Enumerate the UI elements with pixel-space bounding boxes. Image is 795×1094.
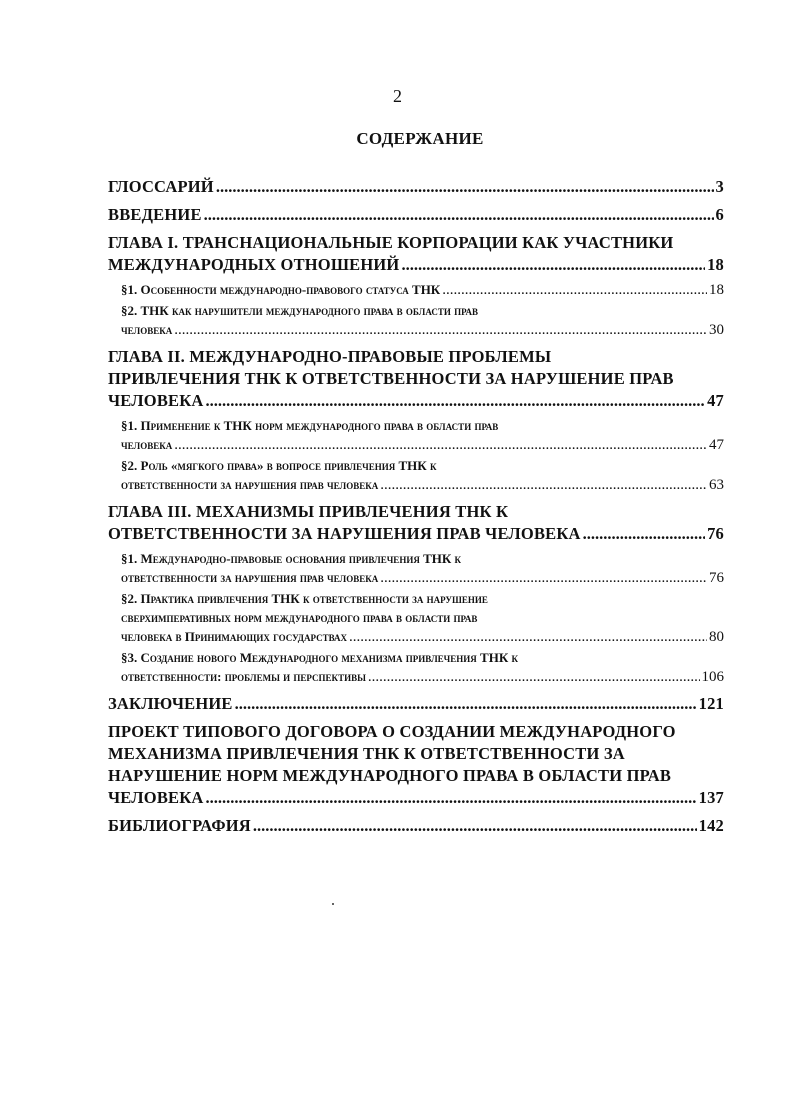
page-title: СОДЕРЖАНИЕ bbox=[356, 129, 484, 148]
toc-entry-title-line: НАРУШЕНИЕ НОРМ МЕЖДУНАРОДНОГО ПРАВА В ОБЛАСТИ ПРАВ bbox=[108, 766, 672, 785]
toc-page-number: 121 bbox=[698, 694, 724, 713]
toc-page-number: 76 bbox=[707, 524, 724, 543]
toc-page-number: 76 bbox=[709, 570, 724, 586]
toc-page-number: 63 bbox=[709, 477, 724, 493]
toc-entry-title: человека bbox=[121, 437, 173, 452]
toc-entry-section-1-2[interactable] bbox=[108, 301, 724, 340]
toc-entry-title: человека в Принимающих государствах bbox=[121, 629, 348, 644]
toc-entry-title: ЧЕЛОВЕКА bbox=[108, 788, 204, 807]
page-number: 2 bbox=[393, 86, 402, 106]
scan-speck bbox=[332, 903, 334, 905]
toc-page-number: 106 bbox=[701, 669, 724, 685]
toc-entry-section-3-1[interactable] bbox=[108, 549, 724, 588]
toc-entry-title: ВВЕДЕНИЕ bbox=[108, 205, 202, 224]
toc-page-number: 47 bbox=[707, 391, 724, 410]
dot-leader bbox=[206, 787, 697, 809]
toc-page-number: 30 bbox=[709, 322, 724, 338]
dot-leader bbox=[174, 436, 707, 455]
toc-entry-title: ответственности за нарушения прав человека bbox=[121, 570, 379, 585]
toc-entry-title-line: §2. ТНК как нарушители международного права в области прав bbox=[121, 303, 478, 318]
toc-entry-title-line: ГЛАВА I. ТРАНСНАЦИОНАЛЬНЫЕ КОРПОРАЦИИ КАК УЧАСТНИКИ bbox=[108, 233, 674, 252]
table-of-contents bbox=[108, 176, 724, 843]
dot-leader bbox=[235, 693, 697, 715]
toc-entry-title: БИБЛИОГРАФИЯ bbox=[108, 816, 251, 835]
toc-entry-title: человека bbox=[121, 322, 173, 337]
dot-leader bbox=[206, 390, 706, 412]
toc-entry-title: ответственности за нарушения прав человека bbox=[121, 477, 379, 492]
toc-entry-title-line: §2. Практика привлечения ТНК к ответственности за нарушение bbox=[121, 591, 488, 606]
toc-page-number: 47 bbox=[709, 437, 724, 453]
toc-entry-draft-treaty[interactable] bbox=[108, 721, 724, 809]
toc-entry-title-line: §2. Роль «мягкого права» в вопросе привлечения ТНК к bbox=[121, 458, 437, 473]
dot-leader bbox=[380, 569, 707, 588]
toc-entry-section-2-2[interactable] bbox=[108, 456, 724, 495]
dot-leader bbox=[216, 176, 714, 198]
toc-page-number: 137 bbox=[698, 788, 724, 807]
toc-entry-title-line: §1. Международно-правовые основания привлечения ТНК к bbox=[121, 551, 462, 566]
dot-leader bbox=[368, 668, 700, 687]
toc-entry-glossary[interactable] bbox=[108, 176, 724, 198]
toc-entry-conclusion[interactable] bbox=[108, 693, 724, 715]
toc-entry-title: ОТВЕТСТВЕННОСТИ ЗА НАРУШЕНИЯ ПРАВ ЧЕЛОВЕКА bbox=[108, 524, 581, 543]
toc-page-number: 3 bbox=[715, 177, 724, 196]
toc-page-number: 18 bbox=[709, 282, 724, 298]
toc-page-number: 142 bbox=[698, 816, 724, 835]
toc-entry-chapter-1[interactable] bbox=[108, 232, 724, 276]
toc-entry-title-line: ПРОЕКТ ТИПОВОГО ДОГОВОРА О СОЗДАНИИ МЕЖДУНАРОДНОГО bbox=[108, 722, 676, 741]
toc-entry-chapter-3[interactable] bbox=[108, 501, 724, 545]
toc-entry-section-1-1[interactable] bbox=[108, 280, 724, 300]
toc-entry-title: ГЛОССАРИЙ bbox=[108, 177, 214, 196]
toc-entry-title-line: ПРИВЛЕЧЕНИЯ ТНК К ОТВЕТСТВЕННОСТИ ЗА НАРУШЕНИЕ ПРАВ bbox=[108, 369, 674, 388]
toc-entry-title-line: сверхимперативных норм международного права в области прав bbox=[121, 610, 478, 625]
dot-leader bbox=[401, 254, 705, 276]
toc-entry-bibliography[interactable] bbox=[108, 815, 724, 837]
dot-leader bbox=[204, 204, 714, 226]
dot-leader bbox=[174, 321, 707, 340]
toc-entry-title: МЕЖДУНАРОДНЫХ ОТНОШЕНИЙ bbox=[108, 255, 400, 274]
toc-entry-section-2-1[interactable] bbox=[108, 416, 724, 455]
toc-entry-title: ЗАКЛЮЧЕНИЕ bbox=[108, 694, 233, 713]
toc-entry-introduction[interactable] bbox=[108, 204, 724, 226]
toc-entry-title-line: МЕХАНИЗМА ПРИВЛЕЧЕНИЯ ТНК К ОТВЕТСТВЕННОСТИ ЗА bbox=[108, 744, 625, 763]
toc-page-number: 80 bbox=[709, 629, 724, 645]
toc-entry-title-line: §3. Создание нового Международного механизма привлечения ТНК к bbox=[121, 650, 519, 665]
toc-entry-chapter-2[interactable] bbox=[108, 346, 724, 412]
toc-entry-title-line: §1. Применение к ТНК норм международного права в области прав bbox=[121, 418, 499, 433]
dot-leader bbox=[380, 476, 707, 495]
dot-leader bbox=[349, 628, 707, 647]
toc-entry-section-3-3[interactable] bbox=[108, 648, 724, 687]
dot-leader bbox=[583, 523, 705, 545]
dot-leader bbox=[253, 815, 697, 837]
toc-entry-title: §1. Особенности международно-правового статуса ТНК bbox=[121, 282, 441, 297]
dot-leader bbox=[442, 281, 707, 300]
toc-entry-title: ЧЕЛОВЕКА bbox=[108, 391, 204, 410]
toc-entry-title-line: ГЛАВА II. МЕЖДУНАРОДНО-ПРАВОВЫЕ ПРОБЛЕМЫ bbox=[108, 347, 552, 366]
toc-page-number: 18 bbox=[707, 255, 724, 274]
toc-entry-title: ответственности: проблемы и перспективы bbox=[121, 669, 366, 684]
toc-page-number: 6 bbox=[715, 205, 724, 224]
toc-entry-title-line: ГЛАВА III. МЕХАНИЗМЫ ПРИВЛЕЧЕНИЯ ТНК К bbox=[108, 502, 509, 521]
toc-entry-section-3-2[interactable] bbox=[108, 589, 724, 647]
